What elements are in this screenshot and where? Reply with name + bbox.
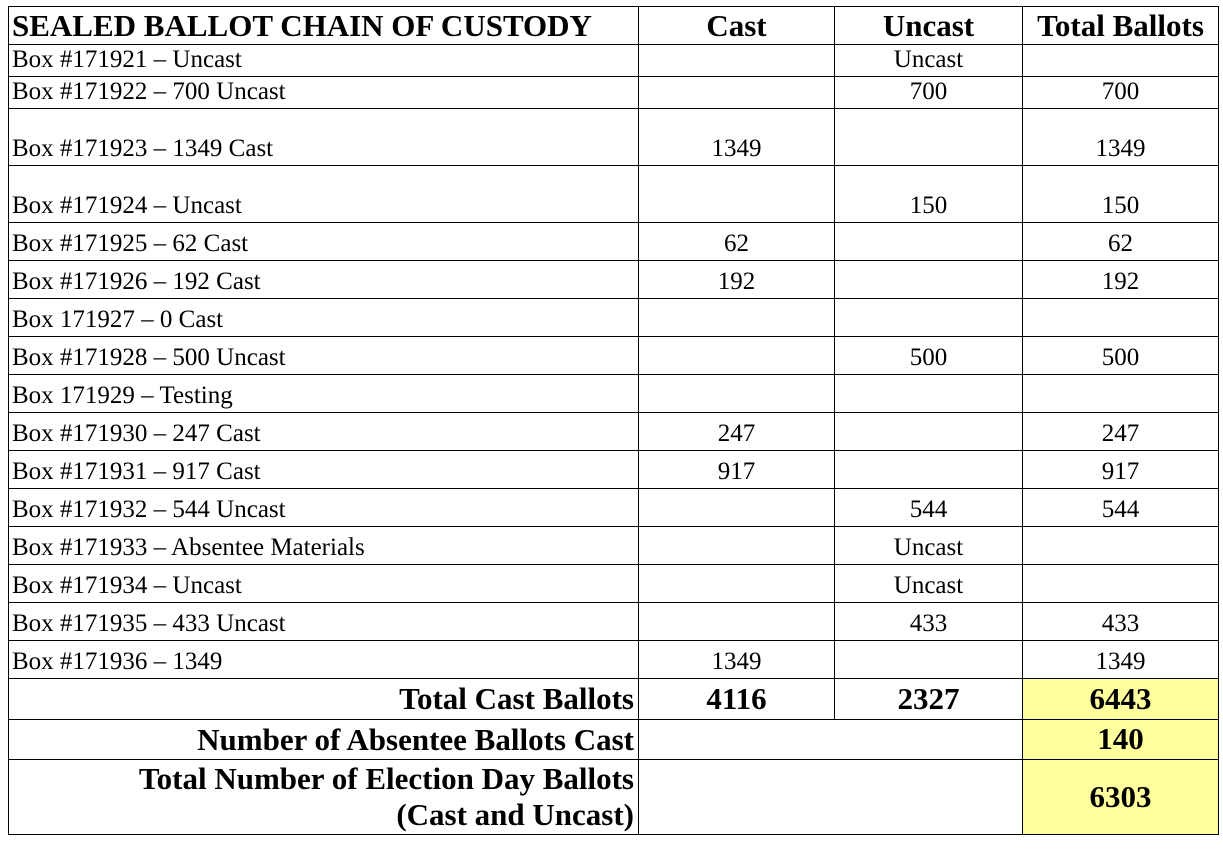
total-ballots-value: 6443 xyxy=(1023,679,1219,720)
box-label: Box #171926 – 192 Cast xyxy=(9,261,639,299)
table-row xyxy=(9,299,1219,337)
election-day-label-line2: (Cast and Uncast) xyxy=(396,797,634,832)
total-cell xyxy=(1023,375,1219,413)
box-label: Box #171924 – Uncast xyxy=(9,166,639,223)
absentee-blank-cell xyxy=(639,720,1023,760)
election-day-label-line1: Total Number of Election Day Ballots xyxy=(138,760,634,796)
total-cell xyxy=(1023,299,1219,337)
cast-cell xyxy=(639,565,835,603)
absentee-row xyxy=(9,720,1219,760)
total-cell: 700 xyxy=(1023,77,1219,109)
table-row xyxy=(9,603,1219,641)
uncast-cell xyxy=(835,299,1023,337)
total-column-header: Total Ballots xyxy=(1023,7,1219,45)
custody-table xyxy=(8,6,1219,835)
uncast-cell xyxy=(835,641,1023,679)
cast-cell xyxy=(639,337,835,375)
total-cell: 433 xyxy=(1023,603,1219,641)
uncast-cell: 700 xyxy=(835,77,1023,109)
table-row xyxy=(9,166,1219,223)
cast-cell xyxy=(639,77,835,109)
uncast-cell: Uncast xyxy=(835,45,1023,77)
table-row xyxy=(9,223,1219,261)
box-label: Box #171930 – 247 Cast xyxy=(9,413,639,451)
total-cell: 192 xyxy=(1023,261,1219,299)
box-label: Box #171928 – 500 Uncast xyxy=(9,337,639,375)
uncast-cell xyxy=(835,261,1023,299)
cast-cell xyxy=(639,166,835,223)
table-row xyxy=(9,641,1219,679)
uncast-cell xyxy=(835,223,1023,261)
total-cast-value: 4116 xyxy=(639,679,835,720)
cast-cell: 1349 xyxy=(639,641,835,679)
cast-cell: 62 xyxy=(639,223,835,261)
box-label: Box #171934 – Uncast xyxy=(9,565,639,603)
election-day-value: 6303 xyxy=(1023,760,1219,835)
uncast-cell xyxy=(835,413,1023,451)
total-cell xyxy=(1023,45,1219,77)
box-label: Box #171922 – 700 Uncast xyxy=(9,77,639,109)
uncast-cell: 150 xyxy=(835,166,1023,223)
total-cell xyxy=(1023,527,1219,565)
table-row xyxy=(9,109,1219,166)
uncast-cell xyxy=(835,451,1023,489)
total-cell: 1349 xyxy=(1023,641,1219,679)
cast-cell: 917 xyxy=(639,451,835,489)
cast-column-header: Cast xyxy=(639,7,835,45)
uncast-cell: Uncast xyxy=(835,565,1023,603)
total-cell: 62 xyxy=(1023,223,1219,261)
box-label: Box #171933 – Absentee Materials xyxy=(9,527,639,565)
total-cell xyxy=(1023,565,1219,603)
absentee-value: 140 xyxy=(1023,720,1219,760)
box-label: Box #171925 – 62 Cast xyxy=(9,223,639,261)
uncast-column-header: Uncast xyxy=(835,7,1023,45)
uncast-cell: Uncast xyxy=(835,527,1023,565)
total-cast-row xyxy=(9,679,1219,720)
uncast-cell xyxy=(835,375,1023,413)
cast-cell: 1349 xyxy=(639,109,835,166)
table-row xyxy=(9,375,1219,413)
cast-cell: 192 xyxy=(639,261,835,299)
table-row xyxy=(9,261,1219,299)
total-cell: 917 xyxy=(1023,451,1219,489)
cast-cell xyxy=(639,299,835,337)
table-title: SEALED BALLOT CHAIN OF CUSTODY xyxy=(9,7,639,45)
uncast-cell: 433 xyxy=(835,603,1023,641)
box-rows xyxy=(9,45,1219,679)
election-day-blank-cell xyxy=(639,760,1023,835)
cast-cell: 247 xyxy=(639,413,835,451)
box-label: Box #171936 – 1349 xyxy=(9,641,639,679)
box-label: Box #171921 – Uncast xyxy=(9,45,639,77)
table-row xyxy=(9,45,1219,77)
total-uncast-value: 2327 xyxy=(835,679,1023,720)
cast-cell xyxy=(639,45,835,77)
box-label: Box #171931 – 917 Cast xyxy=(9,451,639,489)
box-label: Box #171932 – 544 Uncast xyxy=(9,489,639,527)
total-cell: 247 xyxy=(1023,413,1219,451)
table-row xyxy=(9,565,1219,603)
box-label: Box #171923 – 1349 Cast xyxy=(9,109,639,166)
total-cast-label: Total Cast Ballots xyxy=(9,679,639,720)
cast-cell xyxy=(639,375,835,413)
total-cell: 1349 xyxy=(1023,109,1219,166)
table-row xyxy=(9,489,1219,527)
cast-cell xyxy=(639,527,835,565)
uncast-cell: 544 xyxy=(835,489,1023,527)
cast-cell xyxy=(639,603,835,641)
box-label: Box 171929 – Testing xyxy=(9,375,639,413)
table-row xyxy=(9,77,1219,109)
uncast-cell xyxy=(835,109,1023,166)
total-cell: 150 xyxy=(1023,166,1219,223)
table-row xyxy=(9,413,1219,451)
election-day-row xyxy=(9,760,1219,835)
cast-cell xyxy=(639,489,835,527)
table-row xyxy=(9,337,1219,375)
election-day-label xyxy=(9,760,639,835)
total-cell: 500 xyxy=(1023,337,1219,375)
table-row xyxy=(9,451,1219,489)
box-label: Box #171935 – 433 Uncast xyxy=(9,603,639,641)
absentee-label: Number of Absentee Ballots Cast xyxy=(9,720,639,760)
header-row xyxy=(9,7,1219,45)
uncast-cell: 500 xyxy=(835,337,1023,375)
total-cell: 544 xyxy=(1023,489,1219,527)
box-label: Box 171927 – 0 Cast xyxy=(9,299,639,337)
table-row xyxy=(9,527,1219,565)
